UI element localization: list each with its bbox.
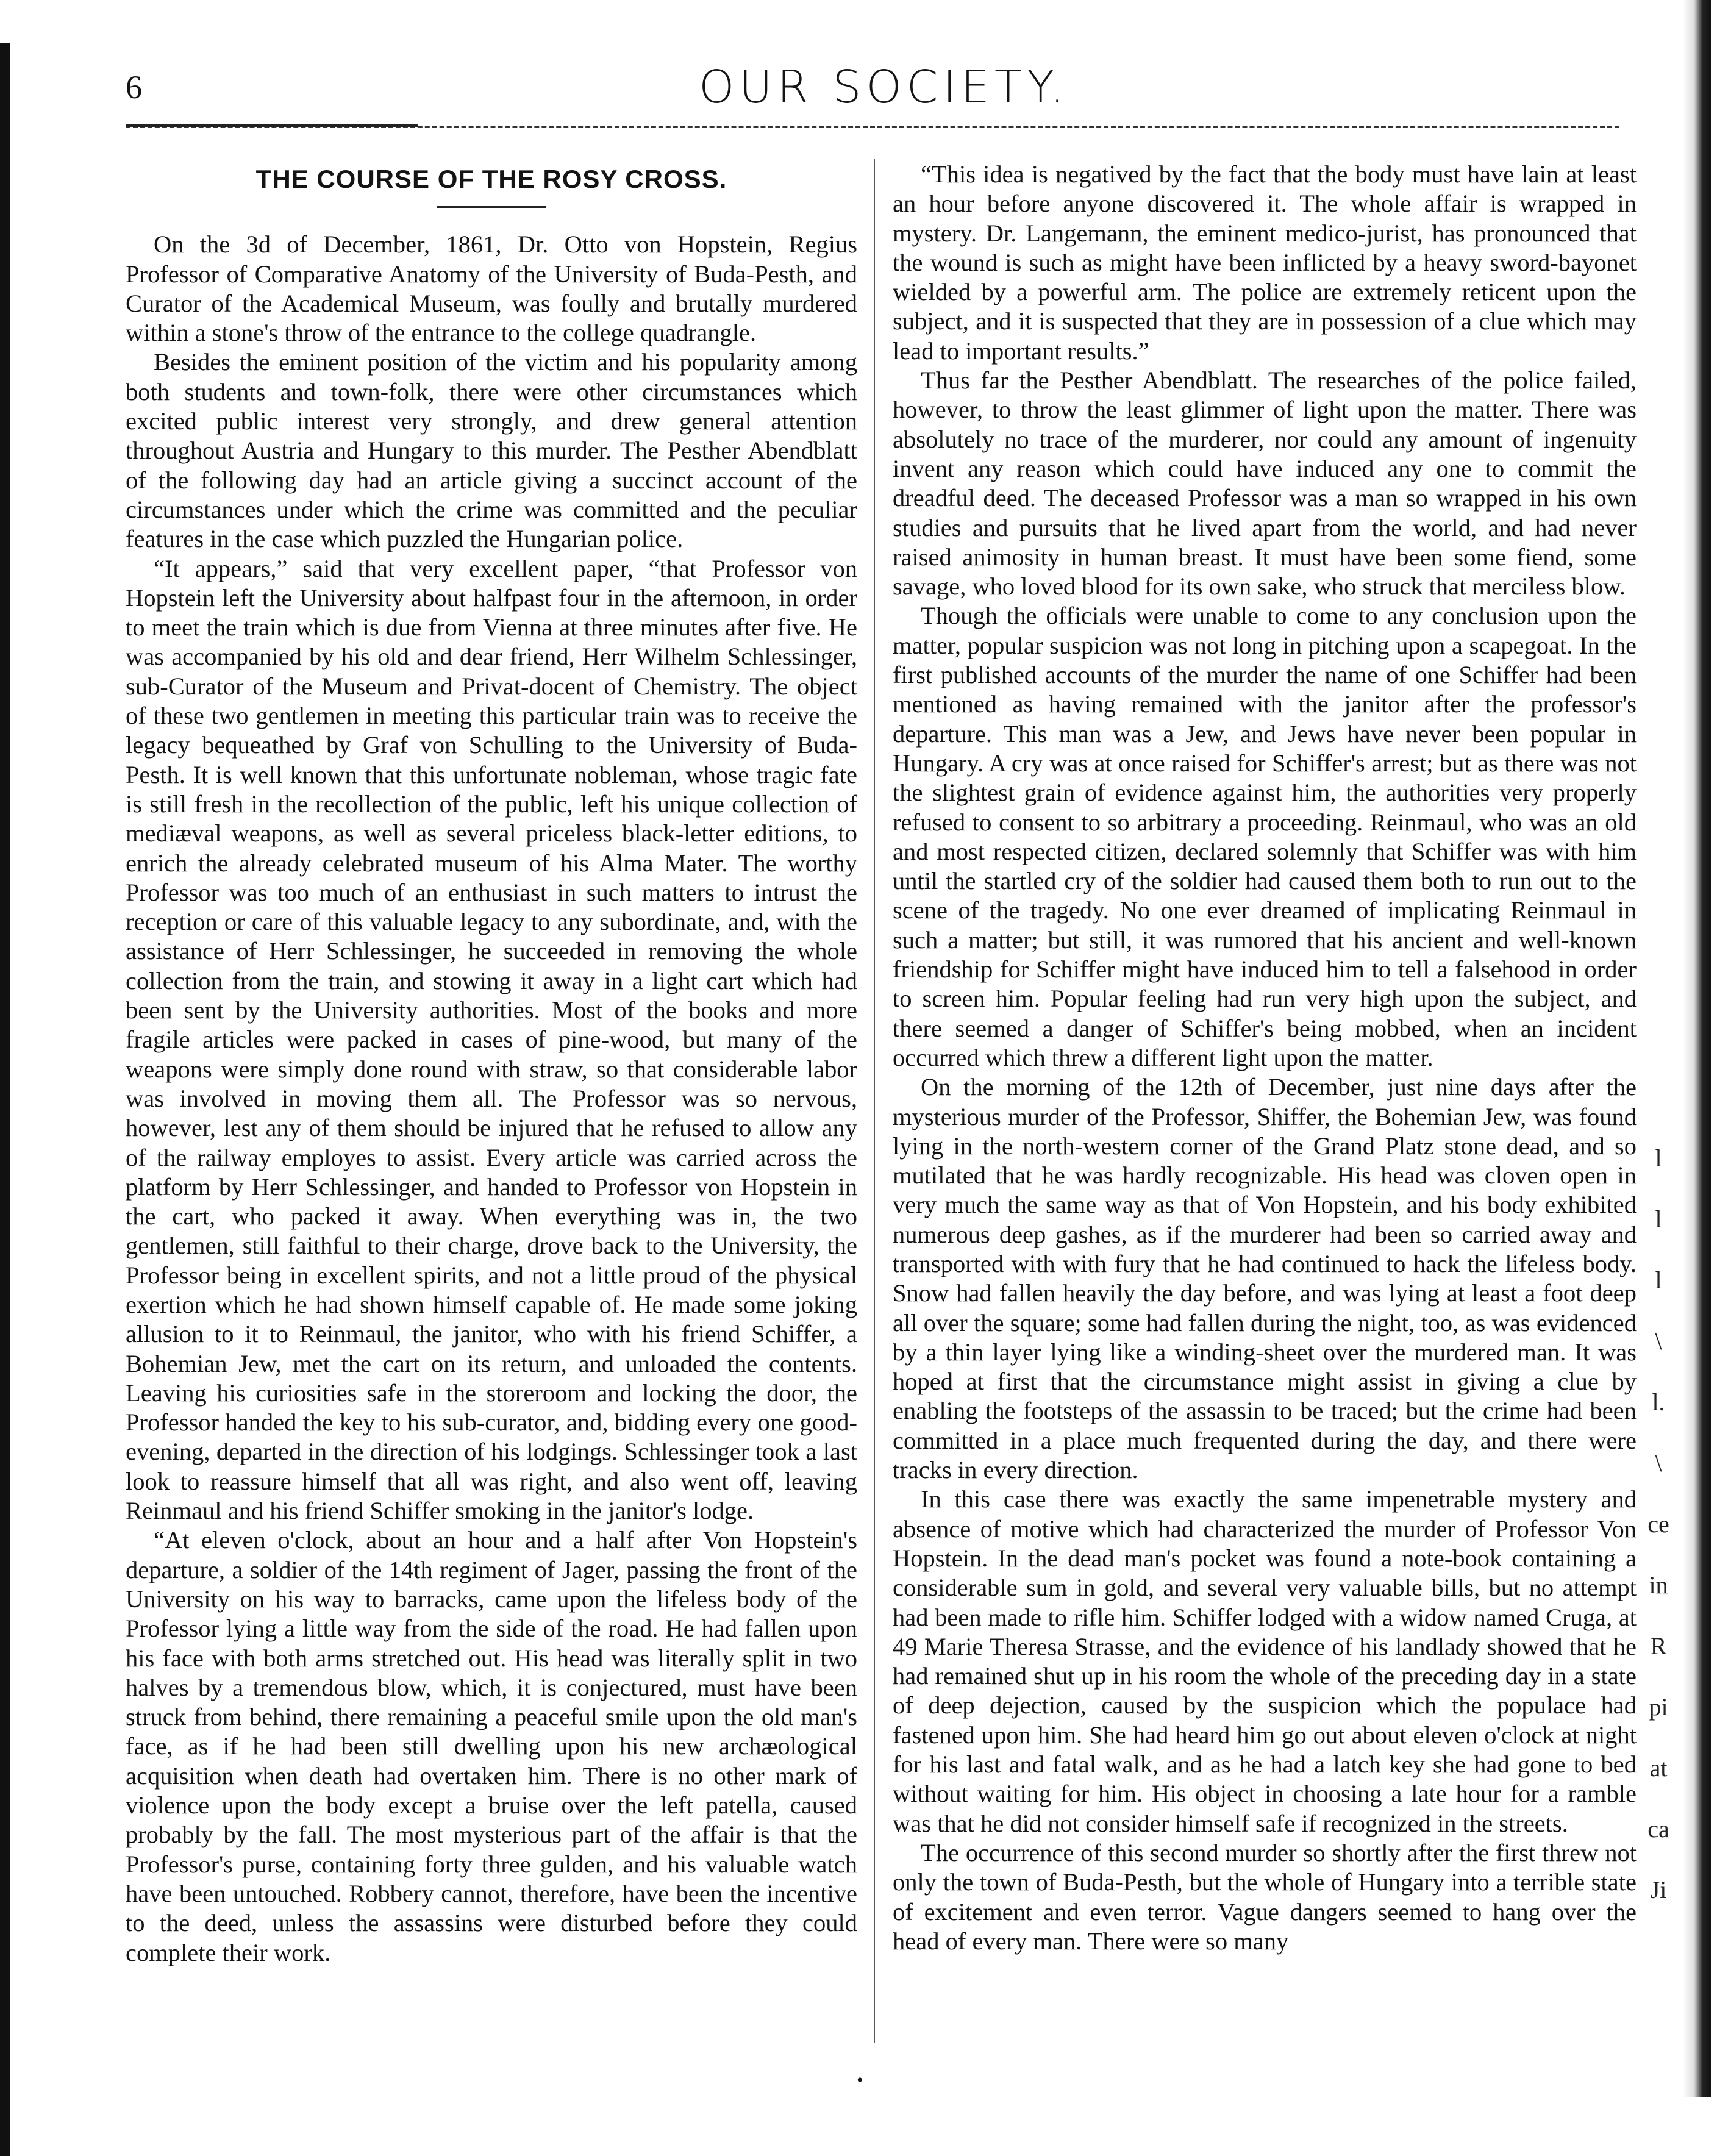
- margin-fragments: [1640, 1128, 1677, 1904]
- page-number: 6: [126, 69, 142, 105]
- article-title: THE COURSE OF THE ROSY CROSS.: [255, 165, 727, 193]
- margin-fragment: l: [1655, 1266, 1662, 1294]
- masthead-title: OUR SOCIETY.: [699, 61, 1069, 113]
- margin-fragment: l.: [1652, 1388, 1665, 1416]
- margin-fragment: in: [1649, 1571, 1668, 1599]
- margin-fragment: \: [1655, 1449, 1662, 1477]
- margin-fragment: pi: [1649, 1693, 1668, 1721]
- scan-border-right: [1683, 0, 1711, 2097]
- margin-fragment: l: [1655, 1144, 1662, 1172]
- paragraph: “At eleven o'clock, about an hour and a half after Von Hopstein's departure, a soldier of the 14th regiment of Jager, passing the front of the University on his way to barracks, came upon the lifeless body of the Professor lying a little way from the side of the road. He had fallen upon his face with both arms stretched out. His head was literally split in two halves by a tremendous blow, which, it is conjectured, must have been struck from behind, there remaining a peaceful smile upon the old man's face, as if he had been still dwelling upon his new archæological acquisition when death had overtaken him. There is no other mark of violence upon the body except a bruise over the left patella, caused probably by the fall. The most mysterious part of the affair is that the Professor's purse, containing forty three gulden, and his valuable watch have been untouched. Robbery cannot, therefore, have been the incentive to the deed, unless the assassins were disturbed before they could complete their work.: [126, 1526, 857, 1966]
- margin-fragment: l: [1655, 1205, 1662, 1233]
- paragraph: Though the officials were unable to come to any conclusion upon the matter, popular suspicion was not long in pitching upon a scapegoat. In the first published accounts of the murder the name of one Schiffer had been mentioned as having remained with the janitor after the professor's departure. This man was a Jew, and Jews have never been popular in Hungary. A cry was at once raised for Schiffer's arrest; but as there was not the slightest grain of evidence against him, the authorities very properly refused to consent to so arbitrary a proceeding. Reinmaul, who was an old and most respected citizen, declared solemnly that Schiffer was with him until the startled cry of the soldier had caused them both to run out to the scene of the tragedy. No one ever dreamed of implicating Reinmaul in such a matter; but still, it was rumored that his ancient and well-known friendship for Schiffer might have induced him to tell a falsehood in order to screen him. Popular feeling had run very high upon the subject, and there seemed a danger of Schiffer's being mobbed, when an incident occurred which threw a different light upon the matter.: [893, 602, 1637, 1071]
- column-divider: [874, 159, 875, 2043]
- paragraph: On the morning of the 12th of December, just nine days after the mysterious murder of the Professor, Shiffer, the Bohemian Jew, was found lying in the north-western corner of the Grand Platz stone dead, and so mutilated that he was hardly recognizable. His head was cloven open in very much the same way as that of Von Hopstein, and his body exhibited numerous deep gashes, as if the murderer had been so carried away and transported with with fury that he had continued to hack the lifeless body. Snow had fallen heavily the day before, and was lying at least a foot deep all over the square; some had fallen during the night, too, as was evidenced by a thin layer lying like a winding-sheet over the murdered man. It was hoped at first that the circumstance might assist in giving a clue by enabling the footsteps of the assassin to be traced; but the crime had been committed in a place much frequented during the day, and there were tracks in every direction.: [893, 1073, 1637, 1484]
- margin-fragment: R: [1650, 1632, 1667, 1660]
- right-column: [893, 160, 1637, 1956]
- header-rule-solid: [126, 124, 418, 127]
- margin-fragment: at: [1649, 1754, 1668, 1782]
- left-column: [126, 160, 857, 1968]
- scan-border-left: [0, 43, 10, 2156]
- paragraph: “It appears,” said that very excellent paper, “that Professor von Hopstein left the University about halfpast four in the afternoon, in order to meet the train which is due from Vienna at three minutes after five. He was accompanied by his old and dear friend, Herr Wilhelm Schlessinger, sub-Curator of the Museum and Privat-docent of Chemistry. The object of these two gentlemen in meeting this particular train was to receive the legacy bequeathed by Graf von Schulling to the University of Buda-Pesth. It is well known that this unfortunate nobleman, whose tragic fate is still fresh in the recollection of the public, left his unique collection of mediæval weapons, as well as several priceless black-letter editions, to enrich the already celebrated museum of his Alma Mater. The worthy Professor was too much of an enthusiast in such matters to intrust the reception or care of this valuable legacy to any subordinate, and, with the assistance of Herr Schlessinger, he succeeded in removing the whole collection from the train, and stowing it away in a light cart which had been sent by the University authorities. Most of the books and more fragile articles were packed in cases of pine-wood, but many of the weapons were simply done round with straw, so that considerable labor was involved in moving them all. The Professor was so nervous, however, lest any of them should be injured that he refused to allow any of the railway employes to assist. Every article was carried across the platform by Herr Schlessinger, and handed to Professor von Hopstein in the cart, who packed it away. When everything was in, the two gentlemen, still faithful to their charge, drove back to the University, the Professor being in excellent spirits, and not a little proud of the physical exertion which he had shown himself capable of. He made some joking allusion to it to Reinmaul, the janitor, who with his friend Schiffer, a Bohemian Jew, met the cart on its return, and unloaded the contents. Leaving his curiosities safe in the storeroom and locking the door, the Professor handed the key to his sub-curator, and, bidding every one good-evening, departed in the direction of his lodgings. Schlessinger took a last look to reassure himself that all was right, and also went off, leaving Reinmaul and his friend Schiffer smoking in the janitor's lodge.: [126, 554, 857, 1525]
- paragraph: The occurrence of this second murder so shortly after the first threw not only the town of Buda-Pesth, but the whole of Hungary into a terrible state of excitement and even terror. Vague dangers seemed to hang over the head of every man. There were so many: [893, 1838, 1637, 1955]
- margin-fragment: Ji: [1650, 1876, 1667, 1904]
- margin-fragment: ca: [1647, 1815, 1669, 1843]
- paragraph: Besides the eminent position of the victim and his popularity among both students and town-folk, there were other circumstances which excited public interest very strongly, and drew general attention throughout Austria and Hungary to this murder. The Pesther Abendblatt of the following day had an article giving a succinct account of the circumstances under which the crime was committed and the peculiar features in the case which puzzled the Hungarian police.: [126, 348, 857, 553]
- paragraph: In this case there was exactly the same impenetrable mystery and absence of motive which had characterized the murder of Professor Von Hopstein. In the dead man's pocket was found a note-book containing a considerable sum in gold, and several very valuable bills, but no attempt had been made to rifle him. Schiffer lodged with a widow named Cruga, at 49 Marie Theresa Strasse, and the evidence of his landlady showed that he had remained shut up in his room the whole of the preceding day in a state of deep dejection, caused by the suspicion which the populace had fastened upon him. She had heard him go out about eleven o'clock at night for his last and fatal walk, and as he had a latch key she had gone to bed without waiting for him. His object in choosing a late hour for a ramble was that he did not consider himself safe if recognized in the streets.: [893, 1485, 1637, 1837]
- paragraph: Thus far the Pesther Abendblatt. The researches of the police failed, however, to throw the least glimmer of light upon the matter. There was absolutely no trace of the murderer, nor could any amount of ingenuity invent any reason which could have induced any one to commit the dreadful deed. The deceased Professor was a man so wrapped in his own studies and pursuits that he lived apart from the world, and had never raised animosity in human breast. It must have been some fiend, some savage, who loved blood for its own sake, who struck that merciless blow.: [893, 366, 1637, 601]
- paragraph: “This idea is negatived by the fact that the body must have lain at least an hour before anyone discovered it. The whole affair is wrapped in mystery. Dr. Langemann, the eminent medico-jurist, has pronounced that the wound is such as might have been inflicted by a heavy sword-bayonet wielded by a powerful arm. The police are extremely reticent upon the subject, and it is suspected that they are in possession of a clue which may lead to important results.”: [893, 160, 1637, 365]
- bullet-mark: •: [857, 2070, 863, 2090]
- title-rule: [437, 206, 546, 208]
- margin-fragment: ce: [1647, 1510, 1669, 1538]
- paragraph: On the 3d of December, 1861, Dr. Otto von Hopstein, Regius Professor of Comparative Anatomy of the University of Buda-Pesth, and Curator of the Academical Museum, was foully and brutally murdered within a stone's throw of the entrance to the college quadrangle.: [126, 230, 857, 347]
- margin-fragment: \: [1655, 1327, 1662, 1355]
